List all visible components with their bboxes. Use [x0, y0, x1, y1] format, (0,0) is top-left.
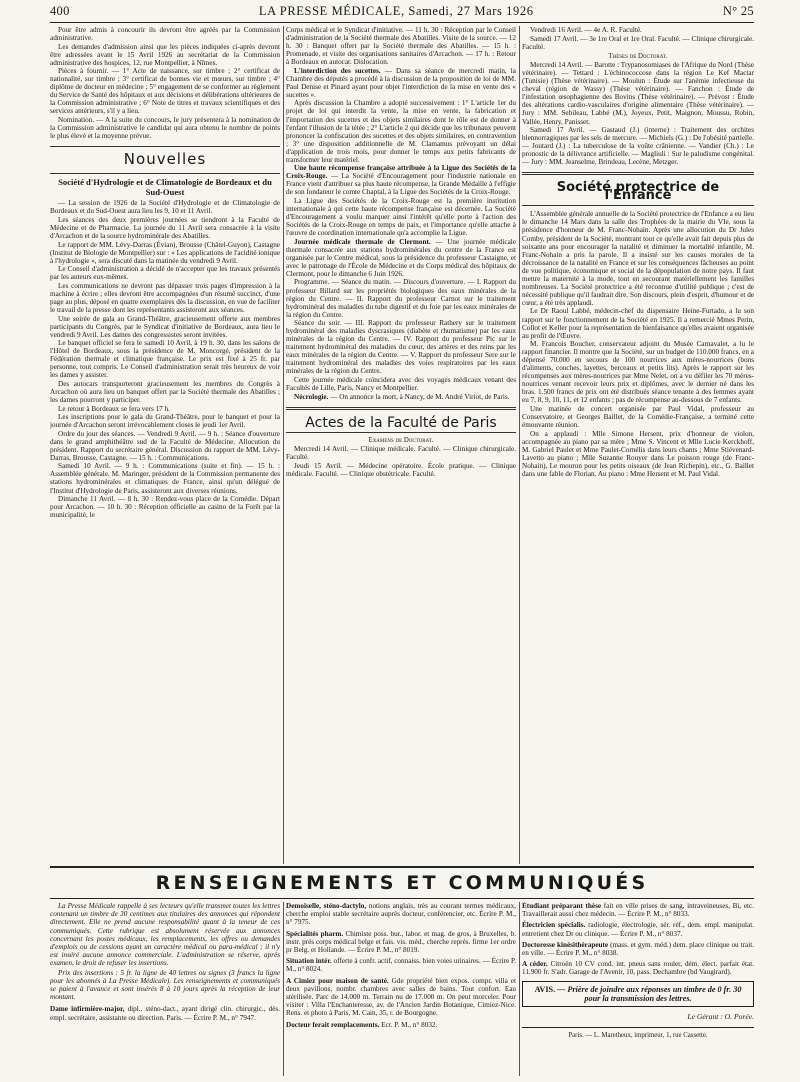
section-title-nouvelles: Nouvelles — [123, 150, 207, 169]
page-number: 400 — [50, 4, 70, 18]
communiques-bottom-rule — [50, 898, 754, 899]
paragraph — [286, 238, 516, 278]
paragraph — [286, 67, 516, 99]
paragraph: Les séances des deux premières journées se tiendront à la Faculté de Médecine et de Pharmacie. La journée du 11 Avril sera consacrée à la visite d'Arcachon et de la source hydrominérale des Abatilles. — [50, 215, 280, 241]
paragraph: Cette journée médicale coïncidera avec des voyages médicaux venant des Facultés de Lille, Paris, Nancy et Montpellier. — [286, 376, 516, 393]
ad-text: fait en ville prises de sang, intraveineuses, Bi, etc. Travaillerait aussi chez médecin. — Écrire P. M., n° 8033. — [522, 902, 754, 919]
article-text: — La Société d'Encouragement pour l'industrie nationale en France vient d'attribuer sa plus haute récompense, la Grande Médaille à l'effigie de son fondateur le comte Chaptal, à la Ligue des Sociétés de la Croix-Rouge. — [286, 172, 516, 197]
paragraph: Vendredi 16 Avril. — 4e A. R. Faculté. — [530, 26, 642, 34]
ad-heading: Doctoresse kinésithérapeute — [522, 940, 609, 949]
paragraph: Le retour à Bordeaux se fera vers 17 h. — [58, 404, 170, 413]
subheading: Thèses de Doctorat. — [608, 52, 668, 60]
section-rule — [50, 146, 280, 147]
paragraph: Pièces à fournir. — 1° Acte de naissance, sur timbre ; 2° certificat de nationalité, sur timbre ; 3° certificat de bonnes vie et mœurs, sur timbre ; 4° diplôme de docteur en médecine ; 5° engagement de se conformer au règlement du Service de Santé des hôpitaux et aux décisions et délibérations ultérieures de la Commission administrative ; 6° Note de titres et travaux scientifiques et des services antérieurs, s'il y a lieu. — [50, 67, 280, 116]
section-rule — [522, 172, 754, 175]
classified-ad — [286, 957, 516, 973]
section-rule — [286, 407, 516, 410]
section-rule — [522, 205, 754, 206]
paragraph: Samedi 10 Avril. — 9 h. : Communications (suite et fin). — 15 h. : Assemblée générale. M. Maringer, président de la Commission permanente des stations hydrominérales et climatiques de France, ainsi qu'un délégué de l'Institut d'Hydrologie de Paris, assisteront aux diverses réunions. — [50, 462, 280, 495]
article-text: — Une journée médicale thermale consacrée aux stations hydrominérales du centre de la France est organisée par le Centre médical, sous la présidence du professeur Castaigne, et avec le patronage de l'École de Médecine et du Corps médical des hôpitaux de Clermont, pour le dimanche 6 Juin 1926. — [286, 237, 516, 278]
paragraph: Corps médical et le Syndicat d'initiative. — 11 h. 30 : Réception par le Conseil d'administration de la Société thermale des Abatilles. Visite de la source. — 12 h. 30 : Banquet offert par la Société thermale des Abatilles. — 15 h. : Promenade, et visite des organisations sanitaires d'Arcachon. — 17 h. : Retour à Bordeaux en autocar. Dislocation. — [286, 26, 516, 67]
paragraph: La Ligue des Sociétés de la Croix-Rouge est la première institution internationale à qui cette haute récompense française est décernée. La Société d'Encouragement a voulu marquer ainsi l'intérêt qu'elle porte à l'action des Sociétés de la Croix-Rouge en temps de paix, et l'importance qu'elle attache à l'œuvre de coordination internationale qu'a accomplie la Ligue. — [286, 196, 516, 238]
classified-ad — [522, 921, 754, 937]
classified-ad — [522, 960, 754, 976]
ad-text: (mass. et gym. méd.) dem. place clinique ou trait. en ville. — Écrire P. M., n° 8038. — [522, 940, 754, 958]
paragraph: Les inscriptions pour le gala du Grand-Théâtre, pour le banquet et pour la journée d'Arcachon seront irrévocablement closes le jeudi 1er Avril. — [50, 413, 280, 430]
ad-text: offerte à confr. actif, connaiss. bien voies urinaires. — Écrire P. M., n° 8024. — [286, 957, 516, 974]
ad-text: notions anglais, très au courant termes médicaux, cherche emploi stable secrétaire auprès docteur, conférencier, etc. Écrire P. M., n° 7975. — [286, 902, 516, 927]
ad-heading: Spécialités pharm. — [286, 929, 344, 938]
gerant-signature: Le Gérant : O. Porée. — [687, 1012, 754, 1022]
column-1 — [50, 26, 280, 864]
section-title-societe-protectrice: Société protectrice de l'Enfance — [556, 180, 720, 204]
column-divider — [519, 26, 520, 864]
paragraph: Programme. — Séance du matin. — Discours d'ouverture. — I. Rapport du professeur Billard sur les propriétés biologiques des eaux minérales de la région du Centre. — II. Rapport du professeur Carnot sur le traitement hydrominéral des maladies du tube digestif et du foie par les eaux minérales de la région du Centre. — [286, 278, 516, 319]
subheading: Examens de Doctorat. — [368, 436, 434, 444]
communiques-title: RENSEIGNEMENTS ET COMMUNIQUÉS — [155, 872, 649, 894]
classified-ad — [522, 941, 754, 957]
column-divider — [283, 26, 284, 864]
communiques-top-rule — [50, 866, 754, 868]
paragraph: Le banquet officiel se fera le samedi 10 Avril, à 19 h. 30, dans les salons de l'Hôtel de Bordeaux, sous la présidence de M. Moncorgé, président de la Fédération thermale et climatique française. Le prix est fixé à 25 fr. par personne, tout compris. Le Conseil d'administration serait très heureux de voir les dames y assister. — [50, 339, 280, 380]
section-title-actes: Actes de la Faculté de Paris — [305, 414, 497, 431]
ad-text: dipl., sténo-dact., ayant dirigé clin. chirurgic., dés. empl. secrétaire, assistante ou direction. Paris. — Écrire P. M., n° 7947. — [50, 1005, 280, 1022]
paragraph: Des autocars transporteront gracieusement les membres du Congrès à Arcachon où aura lieu un banquet offert par la Société thermale des Abatilles ; les dames pourront y participer. — [50, 379, 280, 405]
section-rule — [50, 173, 280, 174]
article-title: Nécrologie. — [294, 392, 329, 401]
ad-heading: A céder. — [522, 960, 548, 969]
paragraph: Séance du soir. — III. Rapport du professeur Rathery sur le traitement hydrominéral des maladies dyscrasiques (diabète et rhumatisme) par les eaux minérales de la région du Centre. — IV. Rapport du professeur Pic sur le traitement hydrominéral des maladies du cœur, des artères et des reins par les eaux minérales de la région du Centre. — V. Rapport du professeur Sere sur le traitement hydrominéral des maladies des voies respiratoires par les eaux minérales de la région du Centre. — [286, 319, 516, 376]
classified-ad — [522, 902, 754, 918]
paragraph: Pour être admis à concourir ils devront être agréés par la Commission administrative. — [50, 26, 280, 43]
article-text: — On annonce la mort, à Nancy, de M. André Viriot, de Paris. — [330, 392, 510, 401]
article-title: Une haute récompense française attribuée à la Ligue des Sociétés de la Croix-Rouge. — [286, 164, 516, 181]
ad-text: radiologie, électrologie, sér. réf., dem. empl. manipulat. entretient chez Dr ou clinique. — Écrire P. M., n° 8037. — [522, 921, 754, 938]
communiques-column-1 — [50, 902, 280, 1076]
paragraph: Le Dr Raoul Labbé, médecin-chef du dispensaire Heine-Furtado, a lu son rapport sur le fonctionnement de la Société en 1925. Il a remercié Mmes Perin, Collot et Keller pour la représentation de bienfaisance qu'elles avaient organisée au profit de l'Œuvre. — [522, 307, 754, 340]
page-header — [50, 4, 754, 24]
paragraph: Le rapport de MM. Lévy-Darras (Évian), Brousse (Châtel-Guyon), Castagne (Institut de Biologie de Montpellier) sur : « Les applications de l'acidité ionique à l'hydrologie », sera discuté dans la matinée du vendredi 9 Avril. — [50, 240, 280, 265]
ad-text: Chimiste poss. bur., labor. et mag. de gros, à Bruxelles, b. instr. prés corps médical belge et fais. vis. méd., cherche représ. firme 1er ordre pr Belg. et Hollande. — Écrire P. M., n° 8019. — [286, 929, 516, 955]
paragraph: Samedi 17 Avril. — Gastaud (J.) (interne) : Traitement des orchites blennorragiques par les sels de mercure. — Michiels (G.) : De l'obésité partielle. — Joutard (J.) : La tuberculose de la voûte crânienne. — Vandier (Ch.) : Le pronostic de la délivrance artificielle. — Magliuli : Sur le paludisme congénital. — Jury : MM. Jeanselme, Brindeau, Lecène, Metzger. — [522, 126, 754, 167]
avis-heading: AVIS. — — [534, 984, 566, 994]
printer-line: Paris. — L. Maretheux, imprimeur, 1, rue Cassette. — [522, 1027, 754, 1040]
paragraph: Une matinée de concert organisée par Paul Vidal, professeur au Conservatoire, et Georges Baillet, de la Comédie-Française, a terminé cette émouvante réunion. — [522, 405, 754, 430]
ad-heading: Demoiselle, sténo-dactylo, — [286, 902, 367, 910]
column-3 — [522, 26, 754, 864]
ad-heading: Étudiant préparant thèse — [522, 902, 602, 910]
issue-number: N° 25 — [722, 4, 754, 18]
article-title: L'interdiction des sucettes. — [294, 66, 381, 75]
article-title: Journée médicale thermale de Clermont. — [294, 237, 431, 246]
paragraph: Dimanche 11 Avril. — 8 h. 30 : Rendez-vous place de la Comédie. Départ pour Arcachon. — 10 h. 30 : Réception officielle au casino de la Forêt par la municipalité, le — [50, 495, 280, 520]
ad-heading: A Cimiez pour maison de santé. — [286, 976, 389, 985]
communiques-column-3 — [522, 902, 754, 1076]
paragraph: — La session de 1926 de la Société d'Hydrologie et de Climatologie de Bordeaux et du Sud-Ouest aura lieu les 9, 10 et 11 Avril. — [50, 199, 280, 216]
journal-title: LA PRESSE MÉDICALE, Samedi, 27 Mars 1926 — [258, 4, 534, 18]
ad-heading: Docteur ferait remplacements. — [286, 1020, 380, 1029]
ad-heading: Situation intér. — [286, 957, 332, 966]
paragraph: Mercredi 14 Avril. — Barotte : Trypanosomiases de l'Afrique du Nord (Thèse vétérinaire). — Tettard : L'échinococcose dans la région Le Kef Mactar (Tunisie) (Thèse vétérinaire). — Moulun : Étude sur l'anémie infectieuse du cheval (région de Wassy) (Thèse vétérinaire). — Fanchon : Étude de l'infestation œsophagienne des Bovins (Thèse vétérinaire). — Prévost : Étude des altérations cardio-vasculaires d'origine alimentaire (Thèse vétérinaire). — Jury : MM. Sebileau, Labbé (M.), Joyeux, Petit, Maignon, Moussu, Robin, Vallée, Henry, Panisset. — [522, 61, 754, 126]
communiques-column-2 — [286, 902, 516, 1076]
column-divider — [283, 902, 284, 1076]
paragraph: On a applaudi : Mlle Simone Hersent, prix d'honneur de violon, accompagnée au piano par sa mère ; Mme S. Vincent et Mlle Lucie Kerckhoff, M. Gabriel Paulet et Mme Paulet-Cornélis dans leurs chants ; Mme Stiévenard-Lavetto au piano ; Mlle Suzanne Rouyer dans Le poisson rouge (de Franc-Nohain), Le mouron pour les petits oiseaux (de Jean Richepin), etc., G. Baillet dans une fable de Florian. Au piano : Mme Hersent et M. Paul Vidal. — [522, 429, 754, 478]
upper-columns — [50, 26, 754, 864]
ad-heading: Dame infirmière-major, — [50, 1005, 125, 1014]
article-text: — Dans sa séance de mercredi matin, la Chambre des députés a procédé à la discussion de la proposition de loi de MM. Paul Denise et Pinard ayant pour objet l'interdiction de la mise en vente des « sucettes ». — [286, 66, 516, 99]
avis-text: Prière de joindre aux réponses un timbre de 0 fr. 30 pour la transmission des lettres. — [567, 984, 742, 1003]
section-rule — [286, 432, 516, 433]
paragraph: Jeudi 15 Avril. — Médecine opératoire. École pratique. — Clinique médicale. Faculté. — Clinique obstétricale. Faculté. — [286, 461, 516, 478]
ad-text: Ecr. P. M., n° 8032. — [381, 1020, 438, 1029]
paragraph: L'Assemblée générale annuelle de la Société protectrice de l'Enfance a eu lieu le dimanche 14 Mars dans la salle des Trophées de la mairie du VIe, sous la présidence d'honneur de M. Franc-Nohain. Après une allocution du Dr Jules Comby, président de la Société, montrant tout ce qu'elle avait fait depuis plus de soixante ans pour encourager la natalité et diminuer la mortalité infantile, M. Franc-Nohain a pris la parole. Il a insisté sur les causes morales de la décroissance de la natalité en France et sur les conséquences fâcheuses au point de vue politique, économique et social de la dépopulation de notre pays. Il faut mettre la maternité à la mode, tout en secourant matériellement les familles nombreuses. La Société protectrice a été reconnue d'utilité publique ; c'est de nécessité publique qu'il faudrait dire. Son discours, plein d'esprit, d'humour et de cœur, a été très applaudi. — [522, 210, 754, 307]
classified-ad — [286, 1021, 516, 1029]
paragraph: Les demandes d'admission ainsi que les pièces indiquées ci-après devront être adressées avant le 15 Avril 1926 au secrétariat de la Commission administrative des hospices, 12, rue Montpellier, à Nîmes. — [50, 42, 280, 67]
paragraph: Mercredi 14 Avril. — Clinique médicale. Faculté. — Clinique chirurgicale. Faculté. — [286, 445, 516, 462]
ad-text: Citroën 10 CV cond. int. pneus sans rouler, dém. élect. parfait état. 11.900 fr. S'adr. Garage de l'Avenir, 10, pass. Dechambre (bd Vaugirard). — [522, 960, 754, 977]
column-divider — [519, 902, 520, 1076]
notice-paragraph: Prix des insertions : 5 fr. la ligne de 40 lettres ou signes (3 francs la ligne pour les abonnés à La Presse Médicale). Les renseignements et communiqués se paient à l'avance et sont insérés 8 à 10 jours après la réception de leur montant. — [50, 968, 280, 1002]
ad-text: Gde propriété bien expos. compr. villa et deux pavillons, nombr. chambres avec salles de bains. Tout confort. Eau stérilisée. Parc de 14.000 m. Terrain nu de 17.000 m. On peut morceler. Pour visiter : Villa l'Enchanteresse, av. de l'Ancien Jardin Botanique, Cimiez-Nice. Rens. et photo à Paris, M. Cain, 35, r. de Bourgogne. — [286, 976, 516, 1018]
paragraph: Ordre du jour des séances. — Vendredi 9 Avril. — 9 h. : Séance d'ouverture dans le grand amphithéâtre sud de la Faculté de Médecine. Allocution du président. Rapport du secrétaire général. Discussion du rapport de MM. Lévy-Darras, Brousse, Castagne. — 15 h. : Communications. — [50, 429, 280, 462]
classified-ad — [50, 1005, 280, 1021]
paragraph — [286, 164, 516, 196]
header-rule — [50, 22, 754, 23]
paragraph: Samedi 17 Avril. — 3e 1re Oral et 1re Oral. Faculté. — Clinique chirurgicale. Faculté. — [522, 34, 754, 51]
paragraph: Les communications ne devront pas dépasser trois pages d'impression à la machine à écrire ; elles devront être accompagnées d'un résumé succinct, d'une page au plus, déposé en quatre exemplaires dès la discussion, en vue de faciliter le travail de la presse dont les représentants assisteront aux séances. — [50, 281, 280, 314]
paragraph: Le Conseil d'administration a décidé de n'accepter que les travaux présentés par les auteurs eux-mêmes. — [50, 265, 280, 282]
paragraph: Une soirée de gala au Grand-Théâtre, gracieusement offerte aux membres participants du Congrès, par le Syndicat d'initiative de Bordeaux, aura lieu le vendredi 9 Avril. Les dames des congressistes seront invitées. — [50, 314, 280, 339]
paragraph: M. Francois Boucher, conservateur adjoint du Musée Carnavalet, a lu le rapport financier. Il montre que la Société, sur un budget de 110.000 francs, en a dépensé 70.000 en secours de 100 nourrices aux mères-nourrices (bons d'aliments, couches, layettes, berceaux et petits lits). Après le rapport sur les récompenses aux mères-nourrices par Mme Nelet, on a vu défiler les 70 mères-nourrices venant recevoir leurs prix et diplômes, avec le dernier né dans les bras. 1.500 francs de prix ont été distribués séance tenante à des femmes ayant eu 7, 8, 9, 10, 11, et 12 enfants ; pas de récompense au-dessous de 7 enfants. — [522, 340, 754, 405]
paragraph: Après discussion la Chambre a adopté successivement : 1° L'article 1er du projet de loi qui interdit la vente, la mise en vente, la fabrication et l'importation des sucettes et des objets similaires dont le rôle est de donner à l'enfant l'illusion de la tétée ; 2° L'article 2 qui décide que les tribunaux peuvent prononcer la confiscation des sucettes et des objets similaires, en contravention ; 3° une disposition additionnelle de M. Clamamus prévoyant un délai d'application de trois mois, pour donner le temps aux petits fabricants de transformer leur matériel. — [286, 99, 516, 164]
communiques-columns — [50, 902, 754, 1076]
paragraph: Nomination. — A la suite du concours, le jury présentera à la nomination de la Commission administrative le candidat qui aura obtenu le nombre de points le plus élevé et la moyenne prévue. — [50, 116, 280, 141]
column-2 — [286, 26, 516, 864]
avis-box — [522, 981, 754, 1007]
notice-paragraph: La Presse Médicale rappelle à ses lecteurs qu'elle transmet toutes les lettres contenant un timbre de 30 centimes aux titulaires des annonces qui répondent directement. Elle ne prend aucune responsabilité quant à la teneur de ces communiqués. Cette rubrique est absolument réservée aux annonces concernant les postes médicaux, les remplacements, les offres ou demandes d'emplois ou de cessions ayant un caractère médical ou para-médical ; il n'y est inséré aucune annonce commerciale. L'administration se réserve, après examen, le droit de refuser les insertions. — [50, 902, 280, 968]
classified-ad — [286, 902, 516, 927]
ad-heading: Électricien spécialis. — [522, 921, 586, 930]
paragraph — [286, 393, 516, 401]
classified-ad — [286, 930, 516, 955]
article-title: Société d'Hydrologie et de Climatologie de Bordeaux et du Sud-Ouest — [58, 177, 272, 197]
classified-ad — [286, 977, 516, 1018]
